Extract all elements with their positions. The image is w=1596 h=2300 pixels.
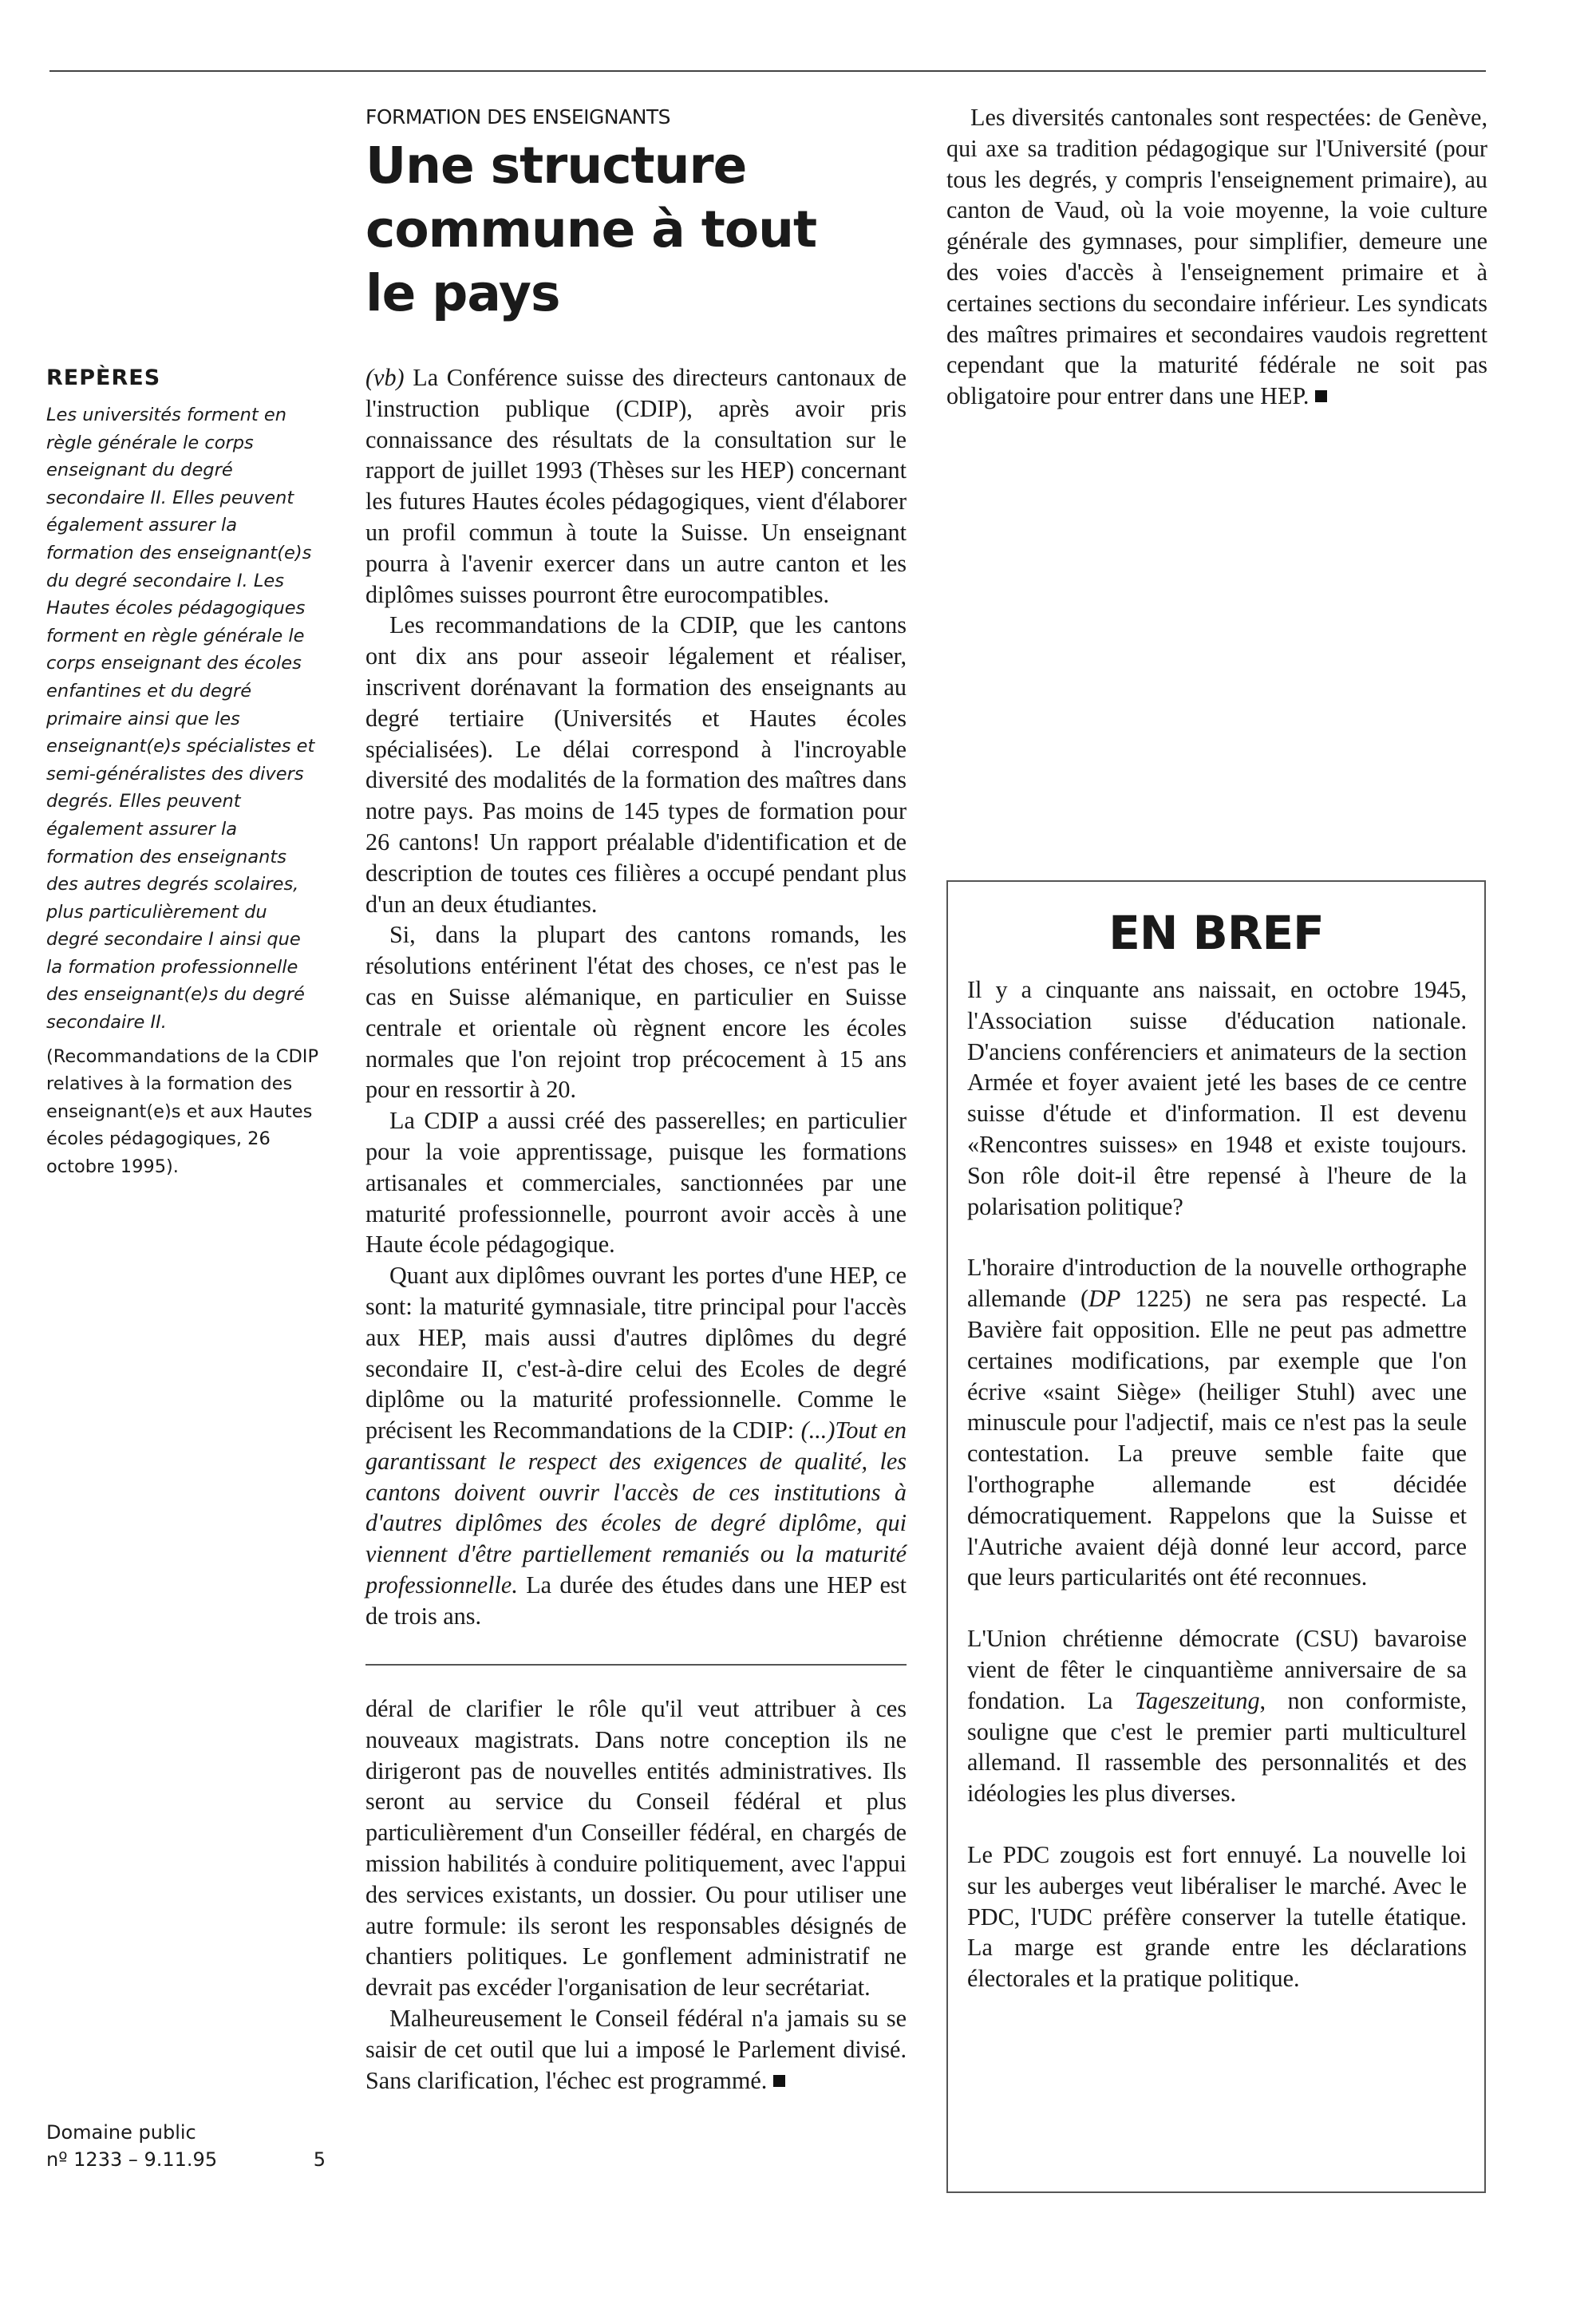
column-divider: [365, 1664, 907, 1666]
sidebar-reperes: [46, 366, 322, 1181]
continuation-paragraph-1: déral de clarifier le rôle qu'il veut attribuer à ces nouveaux magistrats. Dans notre conception ils ne dirigeront pas de nouvelles entités administratives. Ils seront au service du Conseil fédéral et plus particulièrement d'un Conseiller fédéral, en chargés de mission habilités à conduire politiquement, avec l'appui des services existants, un dossier. Ou pour utiliser une autre formule: ils seront les responsables désignés de chantiers politiques. Le gonflement administratif ne devrait pas excéder l'organisation de leur secrétariat.: [365, 1695, 907, 2002]
continuation-column: [365, 1693, 907, 2096]
page-number: 5: [313, 2148, 326, 2171]
footer-issue: nº 1233 – 9.11.95: [46, 2148, 218, 2171]
sidebar-heading: REPÈRES: [46, 366, 161, 390]
sidebar-reference: (Recommandations de la CDIP relatives à la formation des enseignant(e)s et aux Hautes écoles pédagogiques, 26 octobre 1995).: [46, 1045, 319, 1178]
continuation-paragraph-2: Malheureusement le Conseil fédéral n'a jamais su se saisir de cet outil que lui a imposé le Parlement divisé. Sans clarification, l'échec est programmé.: [365, 2004, 907, 2094]
headline: Une structure commune à tout le pays: [365, 136, 817, 322]
article-paragraph-6: Les diversités cantonales sont respectées: de Genève, qui axe sa tradition pédagogique sur l'Université (pour tous les degrés, y compris l'enseignement primaire), au canton de Vaud, où la voie moyenne, la voie culture générale des gymnases, pour simplifier, demeure une des voies d'accès à l'enseignement primaire et à certaines sections du secondaire inférieur. Les syndicats des maîtres primaires et secondaires vaudois regrettent cependant que la maturité fédérale ne soit pas obligatoire pour entrer dans une HEP.: [946, 104, 1487, 410]
article-paragraph-5: Quant aux diplômes ouvrant les portes d'une HEP, ce sont: la maturité gymnasiale, titre principal pour l'accès aux HEP, mais aussi d'autres diplômes du degré secondaire II, c'est-à-dire celui des Ecoles de degré diplôme ou la maturité professionnelle. Comme le précisent les Recommandations de la CDIP: (...)Tout en garantissant le respect des exigences de qualité, les cantons doivent ouvrir l'accès de ces institutions à d'autres diplômes des écoles de degré diplôme, qui viennent d'être partiellement remaniés ou la maturité professionnelle. La durée des études dans une HEP est de trois ans.: [365, 1262, 907, 1630]
kicker: FORMATION DES ENSEIGNANTS: [365, 105, 671, 128]
byline: (vb): [365, 364, 405, 391]
brief-item-2: L'horaire d'introduction de la nouvelle orthographe allemande (DP 1225) ne sera pas respecté. La Bavière fait opposition. Elle ne peut pas admettre certaines modifications, par exemple que l'on écrive «saint Siège» (heiliger Stuhl) avec une minuscule pour l'adjectif, mais ce n'est pas la seule contestation. La preuve semble faite que l'orthographe allemande est décidée démocratiquement. Rappelons que la Suisse et l'Autriche avaient déjà donné leur accord, parce que leurs particularités ont été reconnues.: [967, 1254, 1467, 1591]
en-bref-box: [946, 880, 1486, 2193]
brief-item-1: Il y a cinquante ans naissait, en octobre 1945, l'Association suisse d'éducation nationale. D'anciens conférenciers et animateurs de la section Armée et foyer avaient jeté les bases de ce centre suisse d'étude et d'information. Il est devenu «Rencontres suisses» en 1948 et existe toujours. Son rôle doit-il être repensé à l'heure de la polarisation politique?: [967, 976, 1467, 1220]
end-mark-icon: [1315, 390, 1327, 402]
brief-item-4: Le PDC zougois est fort ennuyé. La nouvelle loi sur les auberges veut libéraliser le marché. Avec le PDC, l'UDC préfère conserver la tutelle étatique. La marge est grande entre les déclarations électorales et la pratique politique.: [967, 1840, 1467, 1993]
article-paragraph-4: La CDIP a aussi créé des passerelles; en particulier pour la voie apprentissage, puisque les formations artisanales et commerciales, sanctionnées par une maturité professionnelle, pourront avoir accès à une Haute école pédagogique.: [365, 1107, 907, 1259]
brief-item-3: L'Union chrétienne démocrate (CSU) bavaroise vient de fêter le cinquantième anniversaire de sa fondation. La Tageszeitung, non conformiste, souligne que c'est le premier parti multiculturel allemand. Il rassemble des personnalités et des idéologies les plus diverses.: [967, 1625, 1467, 1808]
cdip-quote: (...)Tout en garantissant le respect des exigences de qualité, les cantons doivent ouvrir l'accès de ces institutions à d'autres diplômes des écoles de degré diplôme, qui viennent d'être partiellement remaniés ou la maturité professionnelle.: [365, 1417, 907, 1599]
en-bref-body: [948, 974, 1484, 1994]
end-mark-icon: [773, 2075, 785, 2087]
footer: [46, 2119, 326, 2173]
article-paragraph-2: Les recommandations de la CDIP, que les cantons ont dix ans pour asseoir légalement et réaliser, inscrivent dorénavant la formation des enseignants au degré tertiaire (Universités et Hautes écoles spécialisées). Le délai correspond à l'incroyable diversité des modalités de la formation des maîtres dans notre pays. Pas moins de 145 types de formation pour 26 cantons! Un rapport préalable d'identification et de description de toutes ces filières a occupé pendant plus d'un an deux étudiantes.: [365, 611, 907, 918]
article-paragraph-3: Si, dans la plupart des cantons romands, les résolutions entérinent l'état des choses, ce n'est pas le cas en Suisse alémanique, en particulier en Suisse centrale et orientale où règnent encore les écoles normales que l'on rejoint trop précocement à 15 ans pour en ressortir à 20.: [365, 921, 907, 1104]
article-column-right: [946, 102, 1487, 412]
en-bref-title: EN BREF: [1108, 906, 1324, 960]
footer-publication: Domaine public: [46, 2121, 196, 2144]
top-rule: [49, 70, 1486, 72]
article-paragraph-1: (vb) La Conférence suisse des directeurs cantonaux de l'instruction publique (CDIP), après avoir pris connaissance des résultats de la consultation sur le rapport de juillet 1993 (Thèses sur les HEP) concernant les futures Hautes écoles pédagogiques, vient d'élaborer un profil commun à toute la Suisse. Un enseignant pourra à l'avenir exercer dans un autre canton et les diplômes suisses pourront être eurocompatibles.: [365, 364, 907, 608]
sidebar-italic-text: Les universités forment en règle générale le corps enseignant du degré secondaire II. Elles peuvent également assurer la formation des enseignant(e)s du degré secondaire I. Les Hautes écoles pédagogiques forment en règle générale le corps enseignant des écoles enfantines et du degré primaire ainsi que les enseignant(e)s spécialistes et semi-généralistes des divers degrés. Elles peuvent également assurer la formation des enseignants des autres degrés scolaires, plus particulièrement du degré secondaire I ainsi que la formation professionnelle des enseignant(e)s du degré secondaire II.: [46, 405, 315, 1033]
article-column-middle: [365, 362, 907, 1632]
